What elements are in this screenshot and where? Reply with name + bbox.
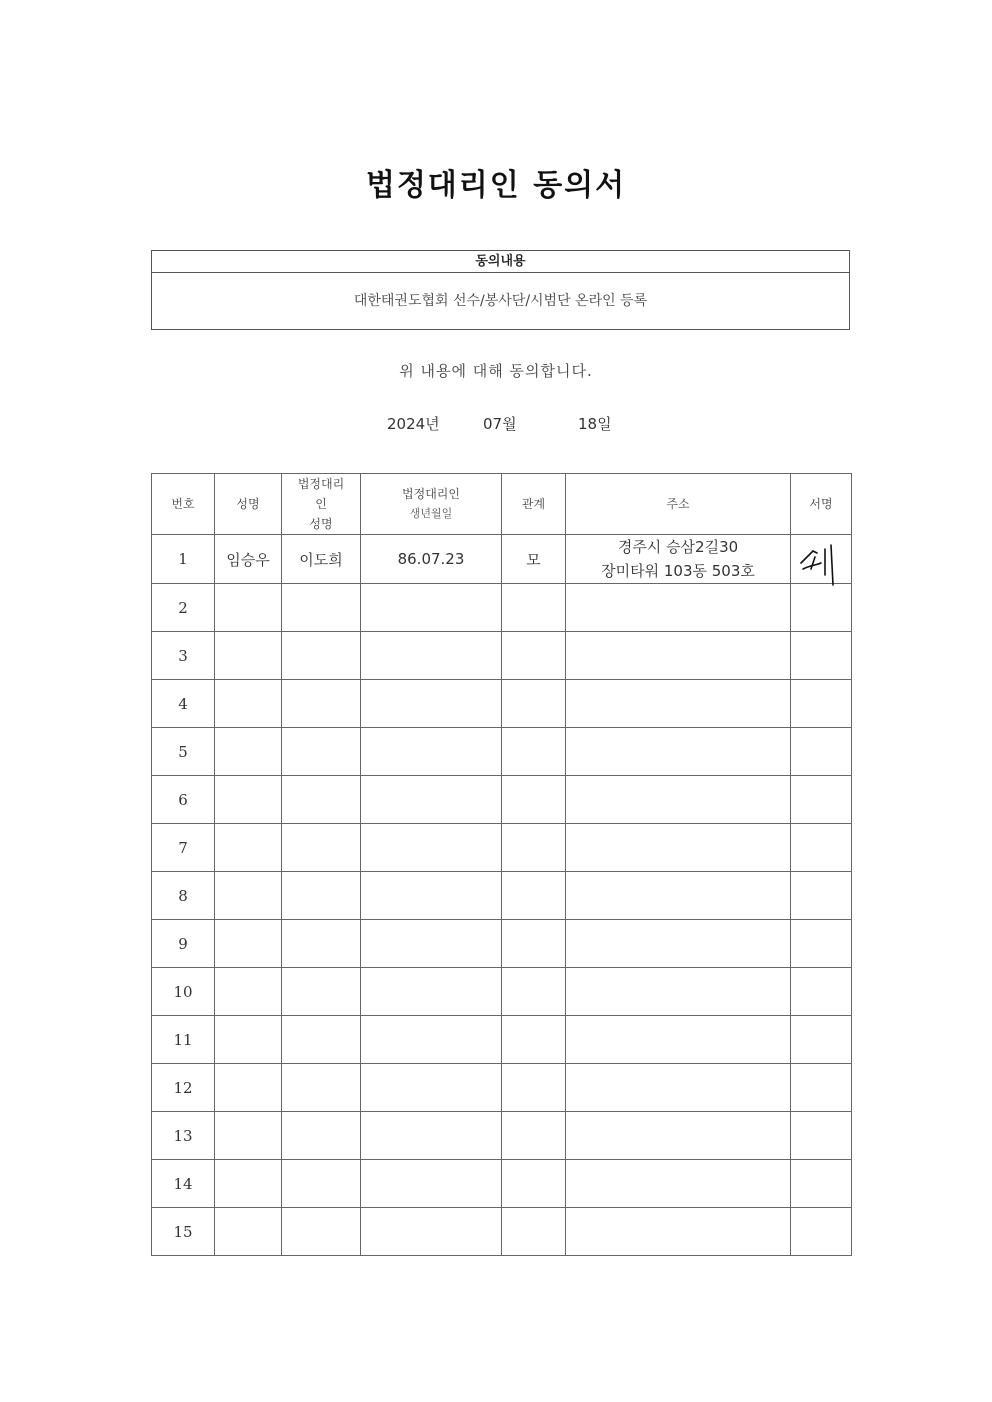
table-row — [152, 1064, 852, 1112]
row-guardian-birth — [361, 1016, 502, 1064]
row-guardian-birth — [361, 968, 502, 1016]
row-guardian-birth — [361, 776, 502, 824]
row-name — [215, 728, 282, 776]
row-signature — [791, 872, 852, 920]
row-number: 2 — [152, 584, 215, 632]
row-guardian-birth — [361, 584, 502, 632]
header-guardian-birth-line2: 생년월일 — [409, 507, 453, 520]
row-relation — [502, 968, 566, 1016]
row-relation — [502, 872, 566, 920]
row-name — [215, 1208, 282, 1256]
table-row — [152, 1160, 852, 1208]
row-name — [215, 1064, 282, 1112]
row-signature — [791, 1160, 852, 1208]
table-row — [152, 584, 852, 632]
row-guardian-birth: 86.07.23 — [361, 535, 502, 584]
row-guardian-birth — [361, 1112, 502, 1160]
row-guardian-name — [282, 824, 361, 872]
table-row — [152, 1112, 852, 1160]
row-guardian-name — [282, 584, 361, 632]
row-number: 4 — [152, 680, 215, 728]
row-guardian-name — [282, 1208, 361, 1256]
row-signature — [791, 776, 852, 824]
row-guardian-name — [282, 680, 361, 728]
row-guardian-birth — [361, 824, 502, 872]
row-number: 7 — [152, 824, 215, 872]
date-day: 18일 — [578, 415, 612, 433]
row-relation — [502, 1016, 566, 1064]
row-guardian-name — [282, 632, 361, 680]
row-relation — [502, 824, 566, 872]
row-address — [566, 920, 791, 968]
consent-content-box — [151, 250, 850, 330]
document-title: 법정대리인 동의서 — [365, 168, 627, 203]
row-address — [566, 1208, 791, 1256]
row-signature — [791, 920, 852, 968]
row-signature — [791, 1064, 852, 1112]
row-guardian-name — [282, 1160, 361, 1208]
row-guardian-name — [282, 728, 361, 776]
row-relation — [502, 1064, 566, 1112]
table-row — [152, 776, 852, 824]
table-row — [152, 1016, 852, 1064]
row-name — [215, 776, 282, 824]
row-address — [566, 1112, 791, 1160]
table-row — [152, 632, 852, 680]
header-guardian-birth-line1: 법정대리인 — [402, 487, 460, 501]
row-address — [566, 776, 791, 824]
row-guardian-birth — [361, 680, 502, 728]
row-guardian-birth — [361, 1064, 502, 1112]
row-address-line1: 경주시 승삼2길30 — [617, 538, 739, 556]
table-row — [152, 535, 852, 584]
row-guardian-birth — [361, 920, 502, 968]
row-guardian-birth — [361, 1208, 502, 1256]
row-guardian-birth — [361, 632, 502, 680]
row-address — [566, 1016, 791, 1064]
row-signature — [791, 824, 852, 872]
header-guardian-name-line2: 인 — [315, 497, 327, 511]
header-guardian-name-line1: 법정대리 — [297, 477, 345, 491]
row-name — [215, 584, 282, 632]
row-address — [566, 1160, 791, 1208]
row-relation — [502, 1208, 566, 1256]
row-guardian-name — [282, 872, 361, 920]
agreement-statement: 위 내용에 대해 동의합니다. — [399, 362, 593, 380]
header-guardian-birth — [361, 474, 502, 535]
header-relation: 관계 — [502, 474, 566, 535]
header-guardian-name — [282, 474, 361, 535]
row-address-line2: 장미타워 103동 503호 — [601, 562, 755, 580]
row-address — [566, 968, 791, 1016]
row-number: 10 — [152, 968, 215, 1016]
row-guardian-name — [282, 968, 361, 1016]
row-number: 11 — [152, 1016, 215, 1064]
row-relation — [502, 680, 566, 728]
table-row — [152, 1208, 852, 1256]
row-relation — [502, 1112, 566, 1160]
consent-date — [0, 413, 992, 433]
table-row — [152, 824, 852, 872]
row-number: 5 — [152, 728, 215, 776]
row-signature — [791, 1112, 852, 1160]
row-signature — [791, 1016, 852, 1064]
row-address — [566, 728, 791, 776]
date-year: 2024년 — [387, 415, 440, 433]
row-name: 임승우 — [215, 535, 282, 584]
row-name — [215, 968, 282, 1016]
row-guardian-birth — [361, 872, 502, 920]
row-name — [215, 1016, 282, 1064]
row-signature — [791, 728, 852, 776]
table-row — [152, 872, 852, 920]
row-number: 8 — [152, 872, 215, 920]
row-relation — [502, 632, 566, 680]
row-number: 6 — [152, 776, 215, 824]
row-guardian-name — [282, 920, 361, 968]
date-month: 07월 — [483, 415, 517, 433]
row-address — [566, 824, 791, 872]
row-name — [215, 1112, 282, 1160]
row-signature — [791, 680, 852, 728]
row-relation — [502, 776, 566, 824]
row-guardian-birth — [361, 728, 502, 776]
row-guardian-name — [282, 1112, 361, 1160]
row-guardian-name — [282, 1016, 361, 1064]
row-relation — [502, 584, 566, 632]
table-header-row — [152, 474, 852, 535]
row-number: 1 — [152, 535, 215, 584]
row-name — [215, 872, 282, 920]
row-name — [215, 680, 282, 728]
row-name — [215, 1160, 282, 1208]
row-signature — [791, 968, 852, 1016]
row-address — [566, 632, 791, 680]
row-number: 13 — [152, 1112, 215, 1160]
header-guardian-name-line3: 성명 — [309, 517, 333, 531]
row-relation — [502, 920, 566, 968]
row-signature — [791, 535, 852, 584]
consent-heading: 동의내용 — [152, 251, 849, 273]
row-guardian-name — [282, 776, 361, 824]
handwritten-signature-icon — [791, 529, 852, 591]
table-row — [152, 680, 852, 728]
row-address — [566, 535, 791, 584]
row-name — [215, 824, 282, 872]
row-relation — [502, 728, 566, 776]
row-guardian-name — [282, 1064, 361, 1112]
row-name — [215, 920, 282, 968]
header-number: 번호 — [152, 474, 215, 535]
row-number: 15 — [152, 1208, 215, 1256]
row-signature — [791, 1208, 852, 1256]
row-number: 3 — [152, 632, 215, 680]
table-row — [152, 968, 852, 1016]
row-address — [566, 680, 791, 728]
row-number: 9 — [152, 920, 215, 968]
row-number: 12 — [152, 1064, 215, 1112]
row-signature — [791, 632, 852, 680]
row-address — [566, 584, 791, 632]
row-signature — [791, 584, 852, 632]
header-signature: 서명 — [791, 474, 852, 535]
guardian-roster-table — [151, 473, 852, 1256]
header-name: 성명 — [215, 474, 282, 535]
row-relation — [502, 1160, 566, 1208]
row-address — [566, 1064, 791, 1112]
table-row — [152, 728, 852, 776]
row-name — [215, 632, 282, 680]
consent-content: 대한태권도협회 선수/봉사단/시범단 온라인 등록 — [353, 293, 648, 309]
table-row — [152, 920, 852, 968]
row-guardian-name: 이도희 — [282, 535, 361, 584]
row-address — [566, 872, 791, 920]
row-number: 14 — [152, 1160, 215, 1208]
row-relation: 모 — [502, 535, 566, 584]
row-guardian-birth — [361, 1160, 502, 1208]
header-address: 주소 — [566, 474, 791, 535]
